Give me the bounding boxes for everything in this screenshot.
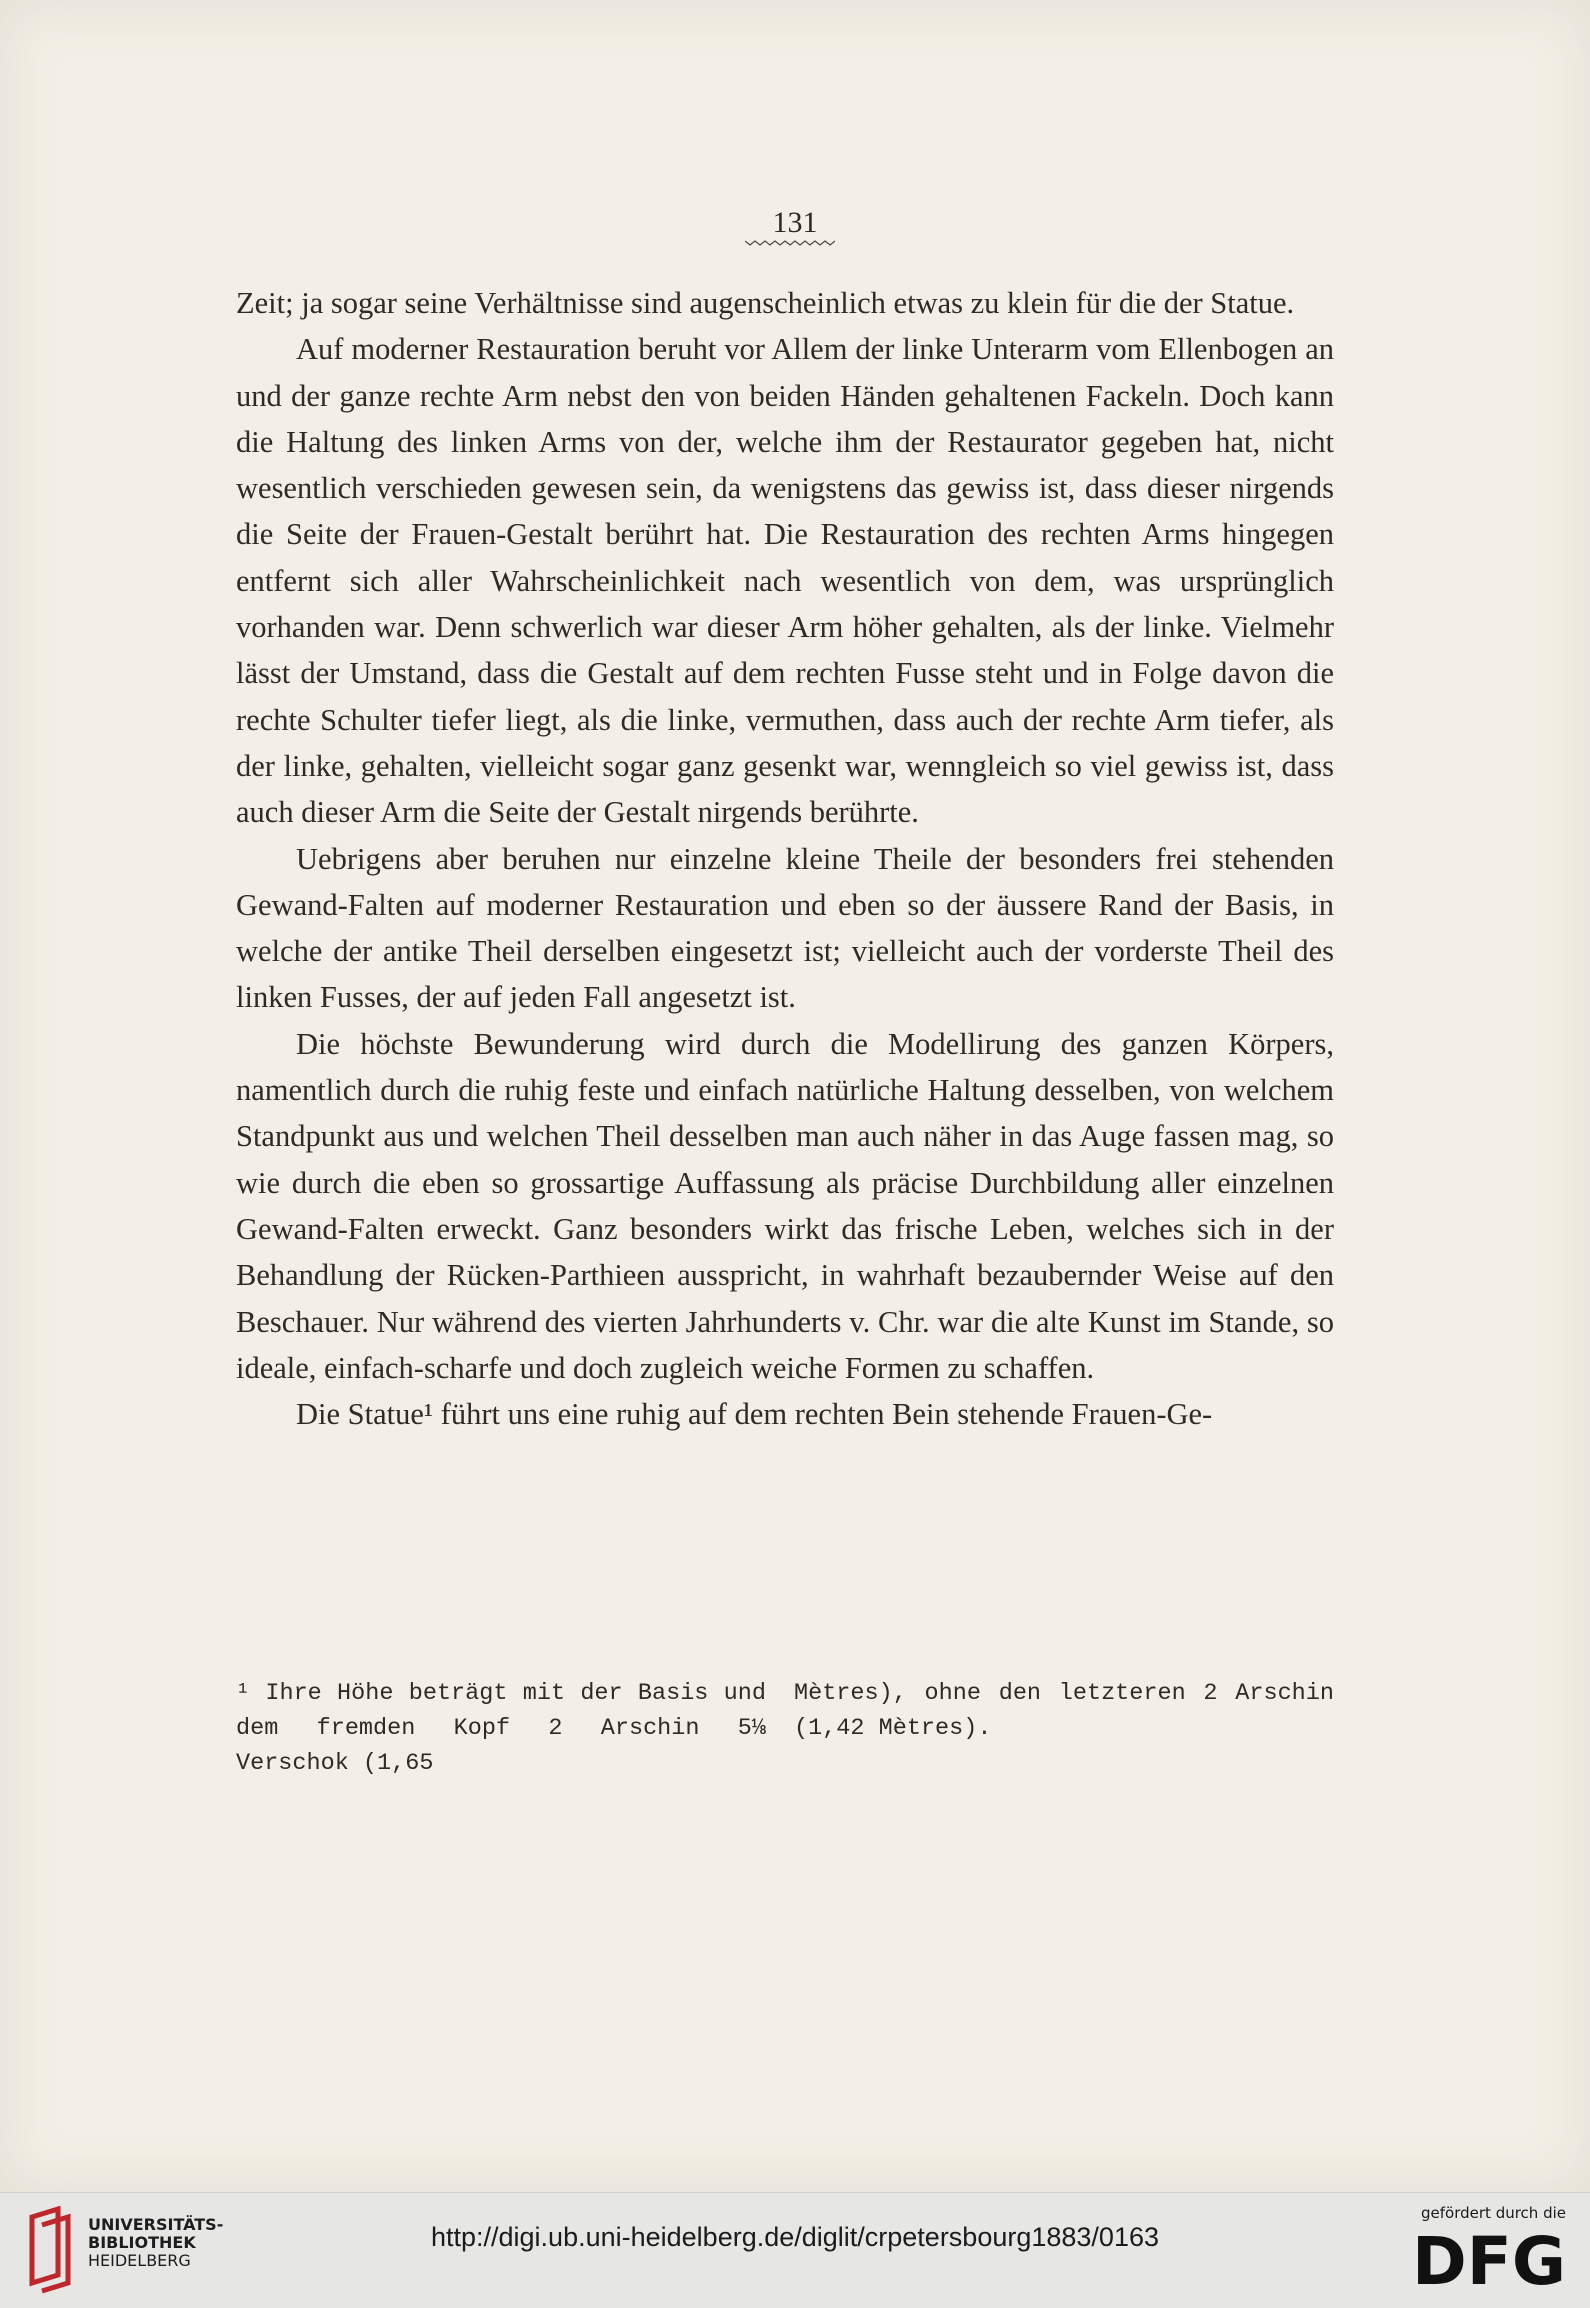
permalink-url[interactable]: http://digi.ub.uni-heidelberg.de/diglit/crpetersbourg1883/0163 (430, 2222, 1159, 2252)
library-name-line: BIBLIOTHEK (88, 2233, 196, 2252)
paragraph: Die höchste Bewunderung wird durch die Modellirung des ganzen Körpers, namentlich durch die ruhig feste und einfach natürliche Haltung desselben, von welchem Standpunkt aus und welchen Theil desselben man auch näher in das Auge fassen mag, so wie durch die eben so grossartige Auffassung als präcise Durchbildung aller einzelnen Gewand-Falten erweckt. Ganz besonders wirkt das frische Leben, welches sich in der Behandlung der Rücken-Parthieen ausspricht, in wahrhaft bezaubernder Weise auf den Beschauer. Nur während des vierten Jahrhunderts v. Chr. war die alte Kunst im Stande, so ideale, einfach-scharfe und doch zugleich weiche Formen zu schaffen. (236, 1026, 1334, 1385)
body-text (236, 280, 1334, 1437)
page-number-underline (745, 240, 835, 246)
paragraph: Auf moderner Restauration beruht vor Allem der linke Unterarm vom Ellenbogen an und der ganze rechte Arm nebst den von beiden Händen gehaltenen Fackeln. Doch kann die Haltung des linken Arms von der, welche ihm der Restaurator gegeben hat, nicht wesentlich verschieden gewesen sein, da wenigstens das gewiss ist, dass dieser nirgends die Seite der Frauen-Gestalt berührt hat. Die Restauration des rechten Arms hingegen entfernt sich aller Wahrscheinlichkeit nach wesentlich von dem, was ursprünglich vorhanden war. Denn schwerlich war dieser Arm höher gehalten, als der linke. Vielmehr lässt der Umstand, dass die Gestalt auf dem rechten Fusse steht und in Folge davon die rechte Schulter tiefer liegt, als die linke, vermuthen, dass auch der rechte Arm tiefer, als der linke, gehalten, vielleicht sogar ganz gesenkt war, wenngleich so viel gewiss ist, dass auch dieser Arm die Seite der Gestalt nirgends berührte. (236, 332, 1334, 830)
page-number: 131 (772, 206, 818, 239)
funding-caption: gefördert durch die (1421, 2204, 1566, 2222)
library-name-line: HEIDELBERG (88, 2251, 191, 2270)
dfg-logo-text: DFG (1411, 2226, 1566, 2290)
footnote-left-column: ¹ Ihre Höhe beträgt mit der Basis und dem fremden Kopf 2 Arschin 5⅛ Verschok (1,65 (236, 1680, 766, 1777)
paragraph: Die Statue¹ führt uns eine ruhig auf dem rechten Bein stehende Frauen-Ge- (296, 1397, 1213, 1432)
dfg-logo-icon (1408, 2226, 1568, 2290)
paragraph: Zeit; ja sogar seine Verhältnisse sind augenscheinlich etwas zu klein für die der Statue. (236, 286, 1295, 320)
paragraph: Uebrigens aber beruhen nur einzelne kleine Theile der besonders frei stehenden Gewand-Falten auf moderner Restauration und eben so der äussere Rand der Basis, in welche der antike Theil derselben eingesetzt ist; vielleicht auch der vorderste Theil des linken Fusses, der auf jeden Fall angesetzt ist. (236, 841, 1334, 1015)
footnote-right-column: Mètres), ohne den letzteren 2 Arschin (1,42 Mètres). (794, 1680, 1334, 1742)
footnote (236, 1676, 1334, 1781)
library-name-line: UNIVERSITÄTS- (88, 2215, 224, 2234)
